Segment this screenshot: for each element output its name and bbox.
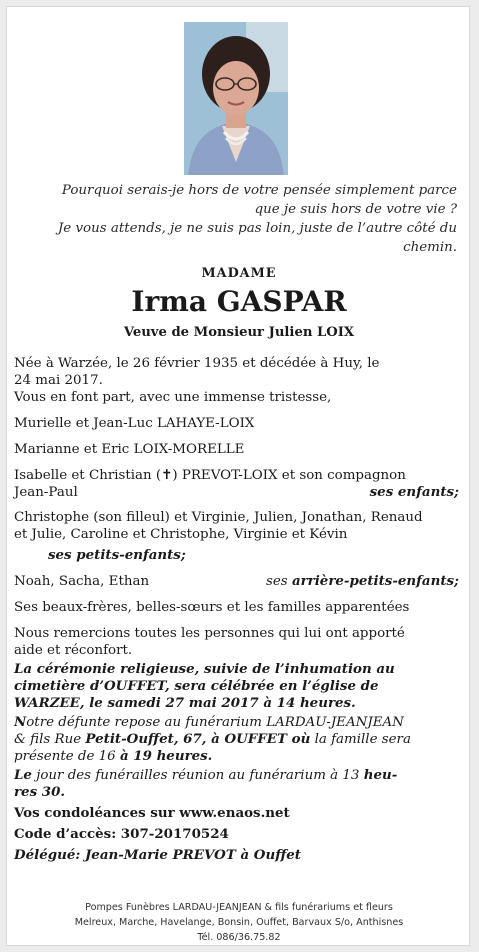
condolences-line: Vos condoléances sur www.enaos.net xyxy=(14,805,290,821)
funerarium-lead: N xyxy=(14,714,27,730)
funerarium-text: otre défunte repose au funérarium LARDAU-JEANJEAN xyxy=(26,715,404,730)
family-child: Marianne et Eric LOIX-MORELLE xyxy=(14,442,245,457)
funerarium-text: présente de 16 xyxy=(14,749,120,764)
quote-line: Pourquoi serais-je hors de votre pensée simplement parce xyxy=(61,183,457,198)
portrait-photo xyxy=(184,22,288,175)
funeral-day-lead: Le xyxy=(14,767,32,783)
footer-phone: Tél. 086/36.75.82 xyxy=(197,932,281,943)
family-child: Isabelle et Christian (✝) PREVOT-LOIX et son compagnon xyxy=(14,468,406,483)
thanks-line: Nous remercions toutes les personnes qui lui ont apporté xyxy=(14,626,405,641)
family-child: Jean-Paul xyxy=(14,485,78,500)
thanks-line: aide et réconfort. xyxy=(14,643,133,658)
sorrow-line: Vous en font part, avec une immense tristesse, xyxy=(14,390,332,405)
funerarium-line xyxy=(14,714,459,731)
funeral-day-line xyxy=(14,767,459,784)
deceased-name: Irma GASPAR xyxy=(131,285,347,318)
funerarium-line xyxy=(14,748,459,765)
funeral-day-hour: heu- xyxy=(363,767,398,783)
funerarium-address: Petit-Ouffet, 67, à OUFFET où xyxy=(85,731,311,747)
children-tag: ses enfants; xyxy=(369,484,459,500)
obituary-notice xyxy=(6,6,470,946)
great-grandchildren-names: Noah, Sacha, Ethan xyxy=(14,574,150,589)
funeral-day-line: res 30. xyxy=(14,784,66,800)
funeral-day-text: jour des funérailles réunion au funérarium à 13 xyxy=(31,768,364,783)
honorific: MADAME xyxy=(201,266,277,281)
grandchildren-tag: ses petits-enfants; xyxy=(48,547,186,563)
quote-line: que je suis hors de votre vie ? xyxy=(254,202,457,217)
memorial-quote xyxy=(37,181,457,257)
funeral-home-footer xyxy=(7,900,471,945)
ceremony-line: La cérémonie religieuse, suivie de l’inhumation au xyxy=(14,661,395,677)
footer-line: Pompes Funèbres LARDAU-JEANJEAN & fils funérariums et fleurs xyxy=(85,902,393,913)
funerarium-hours: à 19 heures. xyxy=(119,748,213,764)
great-grandchildren-tag: arrière-petits-enfants; xyxy=(291,573,459,589)
birth-death-line: 24 mai 2017. xyxy=(14,373,103,388)
grandchildren-line: et Julie, Caroline et Christophe, Virginie et Kévin xyxy=(14,527,348,542)
grandchildren-line: Christophe (son filleul) et Virginie, Julien, Jonathan, Renaud xyxy=(14,510,423,525)
great-grandchildren-row xyxy=(14,573,459,590)
quote-line: Je vous attends, je ne suis pas loin, juste de l’autre côté du xyxy=(57,221,457,236)
widow-of-line: Veuve de Monsieur Julien LOIX xyxy=(123,325,355,340)
relatives-line: Ses beaux-frères, belles-sœurs et les familles apparentées xyxy=(14,600,410,615)
quote-line: chemin. xyxy=(403,240,457,255)
funerarium-text: & fils Rue xyxy=(14,732,86,747)
birth-death-line: Née à Warzée, le 26 février 1935 et décédée à Huy, le xyxy=(14,356,380,371)
footer-line: Melreux, Marche, Havelange, Bonsin, Ouffet, Barvaux S/o, Anthisnes xyxy=(74,917,404,928)
notice-body xyxy=(14,347,459,864)
great-grandchildren-tag-wrap xyxy=(266,573,459,590)
children-row xyxy=(14,484,459,501)
funerarium-text: la famille sera xyxy=(310,732,411,747)
funerarium-line xyxy=(14,731,459,748)
ceremony-line: cimetière d’OUFFET, sera célébrée en l’église de xyxy=(14,678,379,694)
family-child: Murielle et Jean-Luc LAHAYE-LOIX xyxy=(14,416,255,431)
ceremony-line: WARZEE, le samedi 27 mai 2017 à 14 heures. xyxy=(14,695,356,711)
access-code-line: Code d’accès: 307-20170524 xyxy=(14,826,229,842)
delegate-line: Délégué: Jean-Marie PREVOT à Ouffet xyxy=(14,847,301,863)
great-grandchildren-tag-prefix: ses xyxy=(266,574,292,589)
